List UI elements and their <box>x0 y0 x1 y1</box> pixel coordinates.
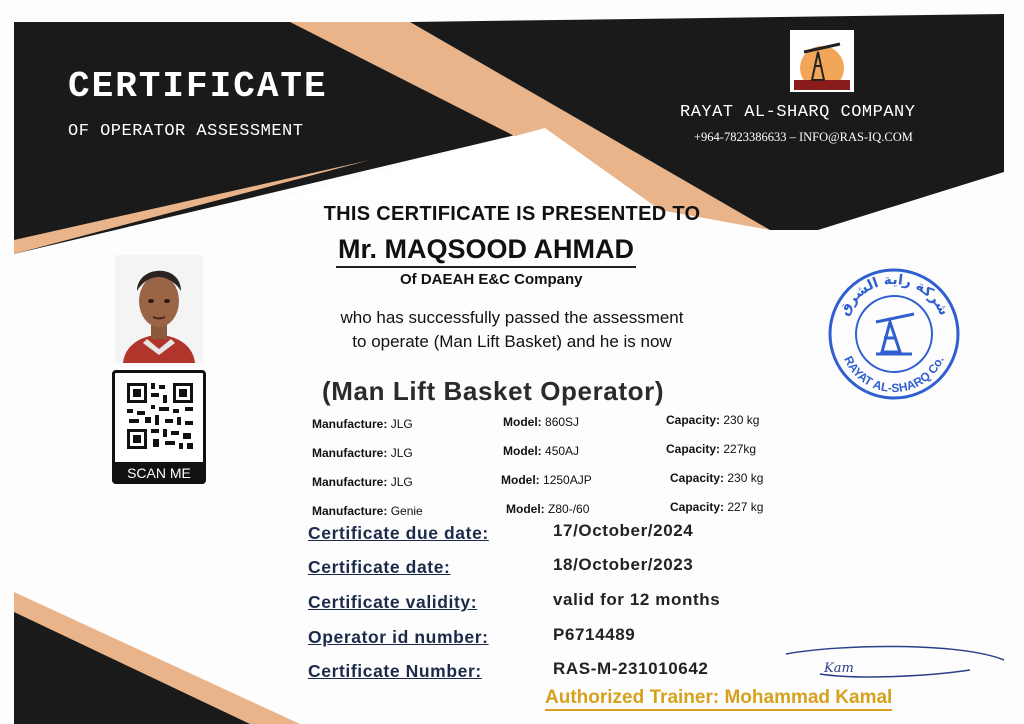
model-cell: Model: Z80-/60 <box>506 502 590 516</box>
stamp-arabic-text: شركة راية الشرق <box>836 271 952 319</box>
company-contact: +964-7823386633 – INFO@RAS-IQ.COM <box>694 130 913 144</box>
qr-code[interactable] <box>115 373 203 461</box>
authorized-trainer: Authorized Trainer: Mohammad Kamal <box>545 687 892 711</box>
capacity-cell: Capacity: 227 kg <box>670 500 764 514</box>
model-cell: Model: 1250AJP <box>501 473 592 487</box>
manufacture-cell: Manufacture: JLG <box>312 417 413 431</box>
certificate-date-label: Certificate date: <box>308 557 451 577</box>
manufacture-cell: Manufacture: JLG <box>312 475 413 489</box>
trainer-signature <box>780 640 1010 688</box>
company-name: RAYAT AL-SHARQ COMPANY <box>680 103 916 122</box>
scan-me-label: SCAN ME <box>112 462 206 484</box>
operator-id-value: P6714489 <box>553 625 636 644</box>
validity-label: Certificate validity: <box>308 592 478 612</box>
recipient-name: Mr. MAQSOOD AHMAD <box>336 234 636 268</box>
due-date-value: 17/October/2024 <box>553 521 694 540</box>
oil-pump-icon <box>876 314 914 354</box>
model-cell: Model: 450AJ <box>503 444 580 458</box>
model-cell: Model: 860SJ <box>503 415 580 429</box>
stamp-english-text: RAYAT AL-SHARQ Co. <box>841 353 947 396</box>
manufacture-cell: Manufacture: Genie <box>312 504 423 518</box>
operator-id-label: Operator id number: <box>308 627 489 647</box>
statement-line-2: to operate (Man Lift Basket) and he is now <box>352 332 672 351</box>
capacity-cell: Capacity: 230 kg <box>670 471 764 485</box>
certificate-number-label: Certificate Number: <box>308 661 482 681</box>
certificate-number-value: RAS-M-231010642 <box>553 659 709 678</box>
certificate-date-value: 18/October/2023 <box>553 555 694 574</box>
manufacture-cell: Manufacture: JLG <box>312 446 413 460</box>
certificate-subtitle: OF OPERATOR ASSESSMENT <box>68 122 304 141</box>
company-stamp <box>826 266 962 402</box>
due-date-label: Certificate due date: <box>308 523 489 543</box>
signature-text: Kam <box>824 661 854 676</box>
statement-line-1: who has successfully passed the assessment <box>340 308 684 327</box>
capacity-cell: Capacity: 227kg <box>666 442 757 456</box>
presented-to-heading: THIS CERTIFICATE IS PRESENTED TO <box>323 203 701 225</box>
capacity-cell: Capacity: 230 kg <box>666 413 760 427</box>
recipient-company: Of DAEAH E&C Company <box>400 271 583 288</box>
certificate-title: CERTIFICATE <box>68 66 328 107</box>
validity-value: valid for 12 months <box>553 590 721 609</box>
company-logo <box>790 30 854 92</box>
operator-role: (Man Lift Basket Operator) <box>322 376 665 406</box>
